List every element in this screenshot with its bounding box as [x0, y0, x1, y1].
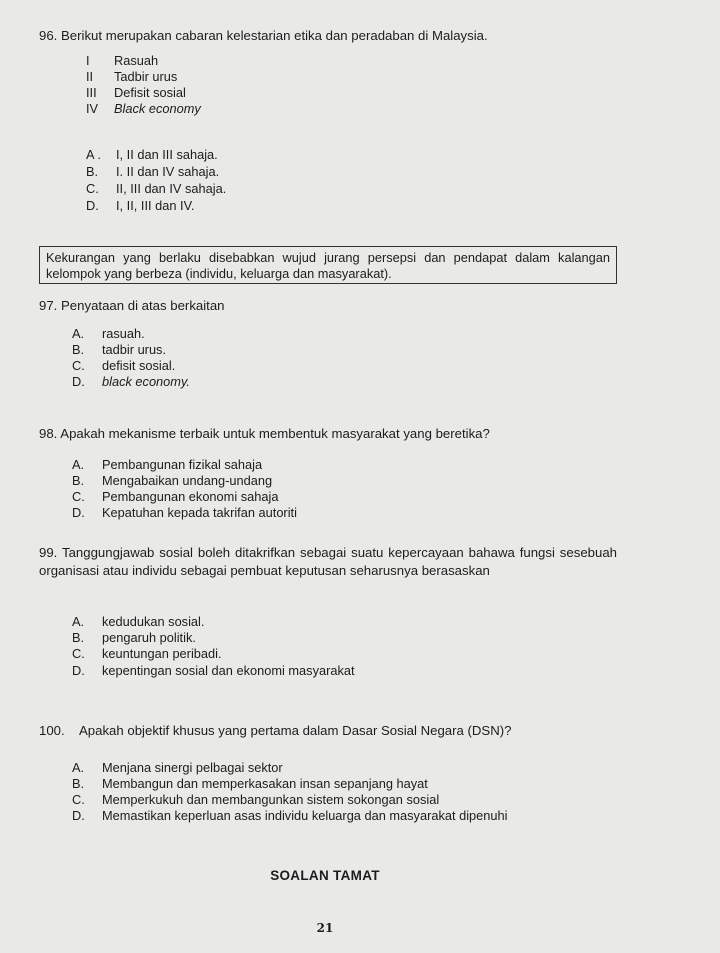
question-97-number: 97. [39, 298, 58, 313]
q97-option-d-text: black economy. [102, 374, 190, 389]
q97-option-d [72, 374, 190, 390]
q97-option-c-text: defisit sosial. [102, 358, 176, 373]
q98-option-c-letter: C. [72, 489, 85, 504]
q97-option-a [72, 326, 145, 342]
question-100 [39, 722, 659, 739]
q96-option-b-letter: B. [86, 164, 99, 179]
q96-item-2-numeral: II [86, 69, 94, 84]
q97-option-c [72, 358, 175, 374]
q96-item-4-text: Black economy [114, 101, 201, 116]
q98-option-a [72, 457, 262, 473]
question-96 [39, 27, 639, 44]
q96-item-3-text: Defisit sosial [114, 85, 186, 100]
q99-option-a [72, 614, 204, 630]
q96-option-a-text: I, II dan III sahaja. [116, 147, 218, 162]
question-98-number: 98. [39, 426, 58, 441]
q96-option-d-text: I, II, III dan IV. [116, 198, 195, 213]
q98-option-c-text: Pembangunan ekonomi sahaja [102, 489, 279, 504]
q100-option-a [72, 760, 283, 776]
q99-option-c-letter: C. [72, 646, 85, 661]
question-98-stem: Apakah mekanisme terbaik untuk membentuk masyarakat yang beretika? [60, 426, 490, 441]
q100-option-d [72, 808, 507, 824]
q96-item-3-numeral: III [86, 85, 97, 100]
q99-option-a-letter: A. [72, 614, 85, 629]
q99-option-b [72, 630, 196, 646]
q97-option-d-letter: D. [72, 374, 85, 389]
q100-option-b-letter: B. [72, 776, 85, 791]
q96-option-b-text: I. II dan IV sahaja. [116, 164, 220, 179]
q96-item-2-text: Tadbir urus [114, 69, 178, 84]
q96-option-a [86, 147, 218, 163]
q100-option-b [72, 776, 428, 792]
q97-option-b-letter: B. [72, 342, 85, 357]
q100-option-a-letter: A. [72, 760, 85, 775]
question-96-number: 96. [39, 28, 58, 43]
q100-option-c [72, 792, 439, 808]
question-97 [39, 297, 639, 314]
q98-option-b [72, 473, 272, 489]
q99-option-a-text: kedudukan sosial. [102, 614, 205, 629]
q98-option-b-letter: B. [72, 473, 85, 488]
q99-option-c [72, 646, 222, 662]
q97-option-a-letter: A. [72, 326, 85, 341]
q96-item-4 [86, 101, 201, 117]
q96-option-d-letter: D. [86, 198, 99, 213]
q97-option-b-text: tadbir urus. [102, 342, 167, 357]
q97-option-a-text: rasuah. [102, 326, 145, 341]
q98-option-d-letter: D. [72, 505, 85, 520]
q96-option-c [86, 181, 226, 197]
question-98 [39, 425, 659, 442]
q98-option-a-letter: A. [72, 457, 85, 472]
q96-option-c-letter: C. [86, 181, 99, 196]
question-100-number: 100. [39, 723, 65, 738]
q96-option-b [86, 164, 219, 180]
q96-item-1-text: Rasuah [114, 53, 159, 68]
question-100-stem: Apakah objektif khusus yang pertama dalam Dasar Sosial Negara (DSN)? [79, 723, 512, 738]
question-99-number: 99. [39, 545, 58, 560]
q96-item-2 [86, 69, 177, 85]
q98-option-b-text: Mengabaikan undang-undang [102, 473, 273, 488]
question-97-stem: Penyataan di atas berkaitan [61, 298, 225, 313]
q97-option-c-letter: C. [72, 358, 85, 373]
q96-item-1 [86, 53, 158, 69]
question-96-stem: Berikut merupakan cabaran kelestarian etika dan peradaban di Malaysia. [61, 28, 488, 43]
q98-option-d [72, 505, 297, 521]
question-99 [39, 544, 617, 580]
question-99-stem: Tanggungjawab sosial boleh ditakrifkan sebagai suatu kepercayaan bahawa fungsi sesebuah organisasi atau individu sebagai pembuat keputusan seharusnya berasaskan [39, 545, 617, 578]
q99-option-d-letter: D. [72, 663, 85, 678]
q100-option-d-letter: D. [72, 808, 85, 823]
q100-option-b-text: Membangun dan memperkasakan insan sepanjang hayat [102, 776, 428, 791]
q96-item-3 [86, 85, 186, 101]
passage-box: Kekurangan yang berlaku disebabkan wujud jurang persepsi dan pendapat dalam kalangan kelompok yang berbeza (individu, keluarga dan masyarakat). [39, 246, 617, 284]
q97-option-b [72, 342, 166, 358]
q96-option-c-text: II, III dan IV sahaja. [116, 181, 227, 196]
q98-option-d-text: Kepatuhan kepada takrifan autoriti [102, 505, 297, 520]
q100-option-d-text: Memastikan keperluan asas individu keluarga dan masyarakat dipenuhi [102, 808, 508, 823]
q100-option-c-letter: C. [72, 792, 85, 807]
q99-option-d [72, 663, 355, 679]
q98-option-a-text: Pembangunan fizikal sahaja [102, 457, 263, 472]
q96-option-a-letter: A . [86, 147, 101, 162]
q99-option-c-text: keuntungan peribadi. [102, 646, 222, 661]
q99-option-d-text: kepentingan sosial dan ekonomi masyarakat [102, 663, 355, 678]
q96-option-d [86, 198, 195, 214]
q99-option-b-letter: B. [72, 630, 85, 645]
page-number: 21 [316, 921, 334, 935]
q98-option-c [72, 489, 278, 505]
q96-item-4-numeral: IV [86, 101, 99, 116]
q100-option-a-text: Menjana sinergi pelbagai sektor [102, 760, 283, 775]
end-of-questions-label: SOALAN TAMAT [270, 868, 380, 883]
q100-option-c-text: Memperkukuh dan membangunkan sistem sokongan sosial [102, 792, 440, 807]
q99-option-b-text: pengaruh politik. [102, 630, 196, 645]
q96-item-1-numeral: I [86, 53, 90, 68]
